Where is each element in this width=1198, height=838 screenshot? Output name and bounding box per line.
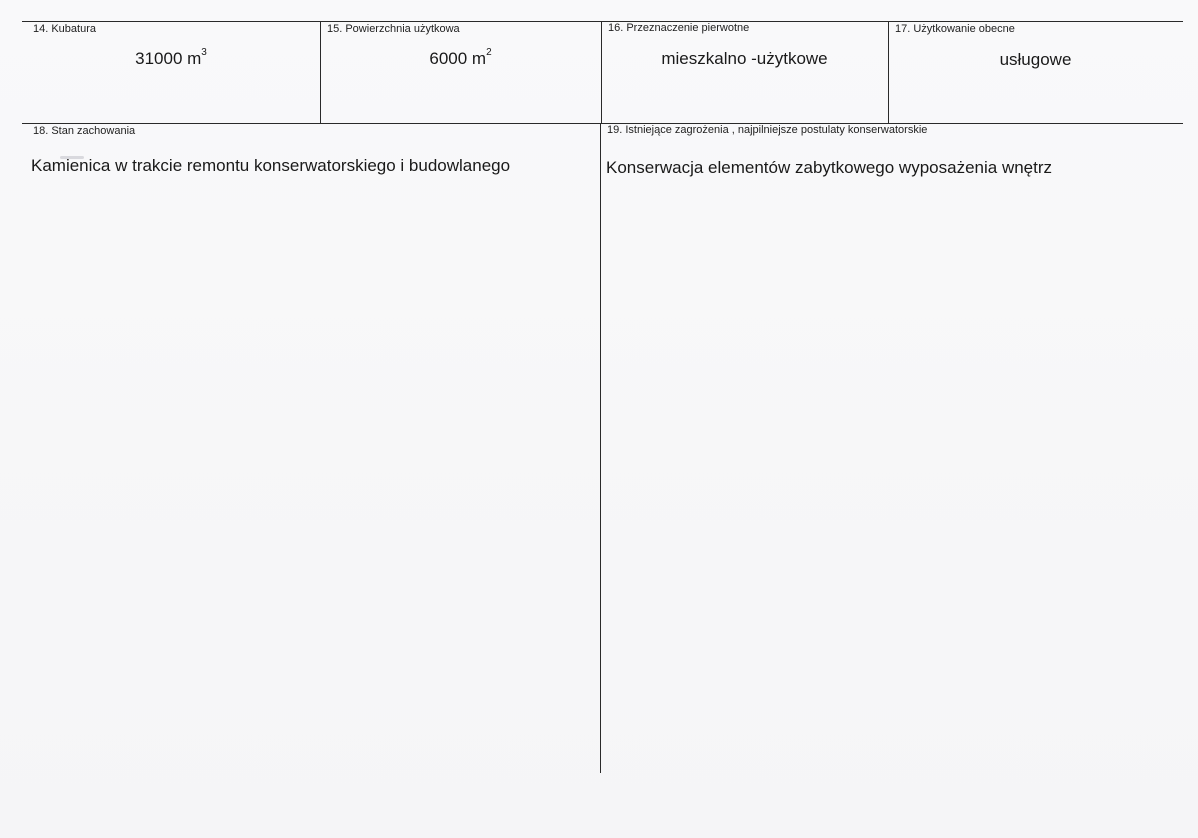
row1-divider-3 xyxy=(888,21,889,124)
field-14-value xyxy=(22,49,320,69)
field-15-label: 15. Powierzchnia użytkowa xyxy=(327,23,460,35)
row-separator xyxy=(22,123,1183,124)
field-16-label: 16. Przeznaczenie pierwotne xyxy=(608,22,750,34)
field-17-value: usługowe xyxy=(999,50,1072,69)
field-18-text: Kamienica w trakcie remontu konserwatorskiego i budowlanego xyxy=(31,156,511,175)
field-19-text: Konserwacja elementów zabytkowego wyposażenia wnętrz xyxy=(606,158,1053,177)
field-18-label: 18. Stan zachowania xyxy=(33,125,136,137)
field-17-label: 17. Użytkowanie obecne xyxy=(895,23,1015,35)
field-14-unit-superscript: 3 xyxy=(201,47,207,59)
field-16-value: mieszkalno -użytkowe xyxy=(661,49,828,68)
row2-divider xyxy=(600,123,601,773)
row1-divider-1 xyxy=(320,21,321,124)
field-15-unit-superscript: 2 xyxy=(486,47,492,59)
field-15-value xyxy=(320,49,601,69)
field-15-number: 6000 m xyxy=(429,49,487,68)
field-14-label: 14. Kubatura xyxy=(33,23,96,35)
field-19-label: 19. Istniejące zagrożenia , najpilniejsze postulaty konserwatorskie xyxy=(607,124,928,136)
row1-divider-2 xyxy=(601,21,602,124)
row1-top-border xyxy=(22,21,1183,22)
field-14-number: 31000 m xyxy=(135,49,202,68)
